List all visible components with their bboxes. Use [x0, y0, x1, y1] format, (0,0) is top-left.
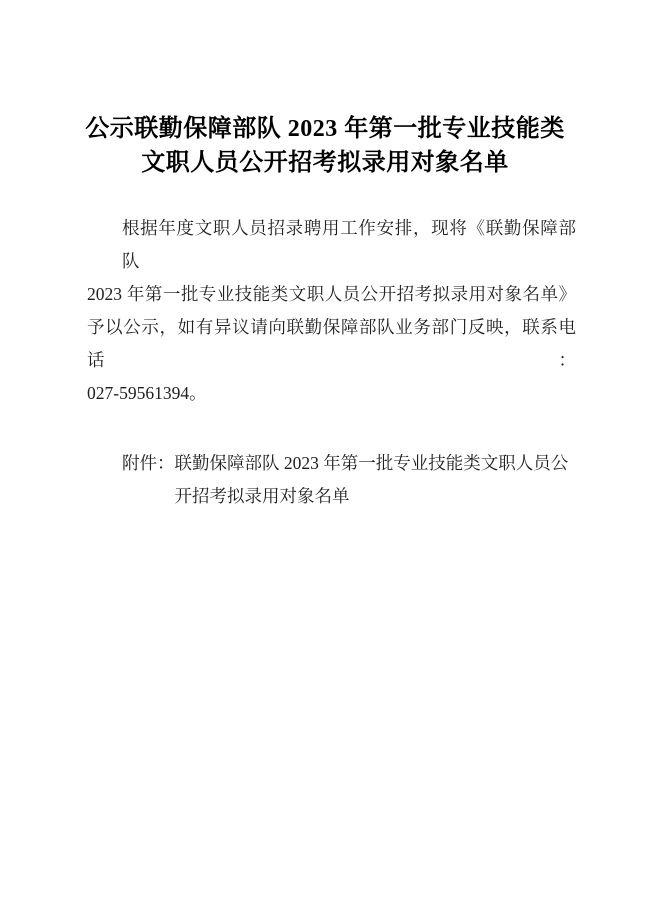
attachment-line-2: 开招考拟录用对象名单 [174, 486, 350, 506]
body-line-1: 根据年度文职人员招录聘用工作安排，现将《联勤保障部队 [122, 218, 576, 271]
body-paragraph [87, 212, 576, 410]
attachment-line-1: 联勤保障部队 2023 年第一批专业技能类文职人员公 [174, 453, 569, 473]
attachment-label: 附件： [122, 453, 175, 473]
attachment-note [87, 447, 576, 513]
attachment-text [175, 447, 569, 513]
body-line-2: 2023 年第一批专业技能类文职人员公开招考拟录用对象名单》 [87, 284, 576, 304]
title-line-1: 公示联勤保障部队 2023 年第一批专业技能类 [85, 116, 565, 142]
document-title [0, 112, 650, 180]
body-line-4-phone: 027-59561394。 [87, 383, 207, 403]
title-line-2: 文职人员公开招考拟录用对象名单 [141, 150, 509, 176]
body-line-3: 予以公示，如有异议请向联勤保障部队业务部门反映，联系电话： [87, 317, 576, 370]
